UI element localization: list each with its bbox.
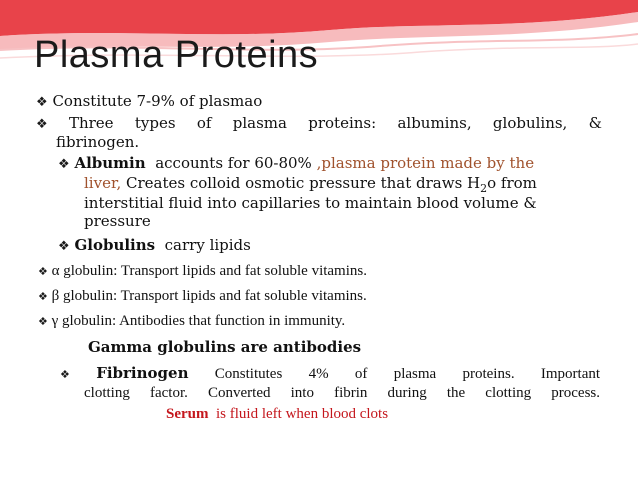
slide-title: Plasma Proteins bbox=[34, 34, 319, 76]
diamond-bullet-icon: ❖ bbox=[36, 117, 48, 132]
albumin-line-4: pressure bbox=[84, 212, 151, 230]
serum-line: Serum is fluid left when blood clots bbox=[166, 406, 389, 422]
gamma-heading: Gamma globulins are antibodies bbox=[88, 338, 362, 356]
diamond-bullet-icon: ❖ bbox=[38, 265, 48, 278]
beta-globulin-line: ❖ β globulin: Transport lipids and fat soluble vitamins. bbox=[38, 288, 367, 304]
point-three-types: ❖ Three types of plasma proteins: albumins, globulins, & bbox=[36, 114, 602, 132]
alpha-globulin-line: ❖ α globulin: Transport lipids and fat soluble vitamins. bbox=[38, 263, 367, 279]
albumin-line-3: interstitial fluid into capillaries to maintain blood volume & bbox=[84, 194, 537, 212]
albumin-line-2: liver, Creates colloid osmotic pressure that draws $H_2o$ from bbox=[84, 174, 537, 195]
diamond-bullet-icon: ❖ bbox=[38, 315, 48, 328]
fibrinogen-line-1: ❖ Fibrinogen Constitutes 4% of plasma proteins. Important bbox=[60, 364, 601, 382]
diamond-bullet-icon: ❖ bbox=[36, 95, 48, 110]
diamond-bullet-icon: ❖ bbox=[58, 157, 70, 172]
point-three-types-cont: fibrinogen. bbox=[56, 133, 140, 151]
diamond-bullet-icon: ❖ bbox=[58, 239, 70, 254]
diamond-bullet-icon: ❖ bbox=[38, 290, 48, 303]
globulins-line: ❖ Globulins carry lipids bbox=[58, 236, 251, 254]
fibrinogen-line-2: clotting factor. Converted into fibrin during the clotting process. bbox=[84, 385, 600, 401]
point-constitute: ❖ Constitute 7-9% of plasmao bbox=[36, 92, 263, 110]
gamma-globulin-line: ❖ γ globulin: Antibodies that function in immunity. bbox=[38, 313, 346, 329]
albumin-line-1: ❖ Albumin accounts for 60-80% ,plasma protein made by the bbox=[58, 154, 535, 172]
diamond-bullet-icon: ❖ bbox=[60, 368, 70, 381]
